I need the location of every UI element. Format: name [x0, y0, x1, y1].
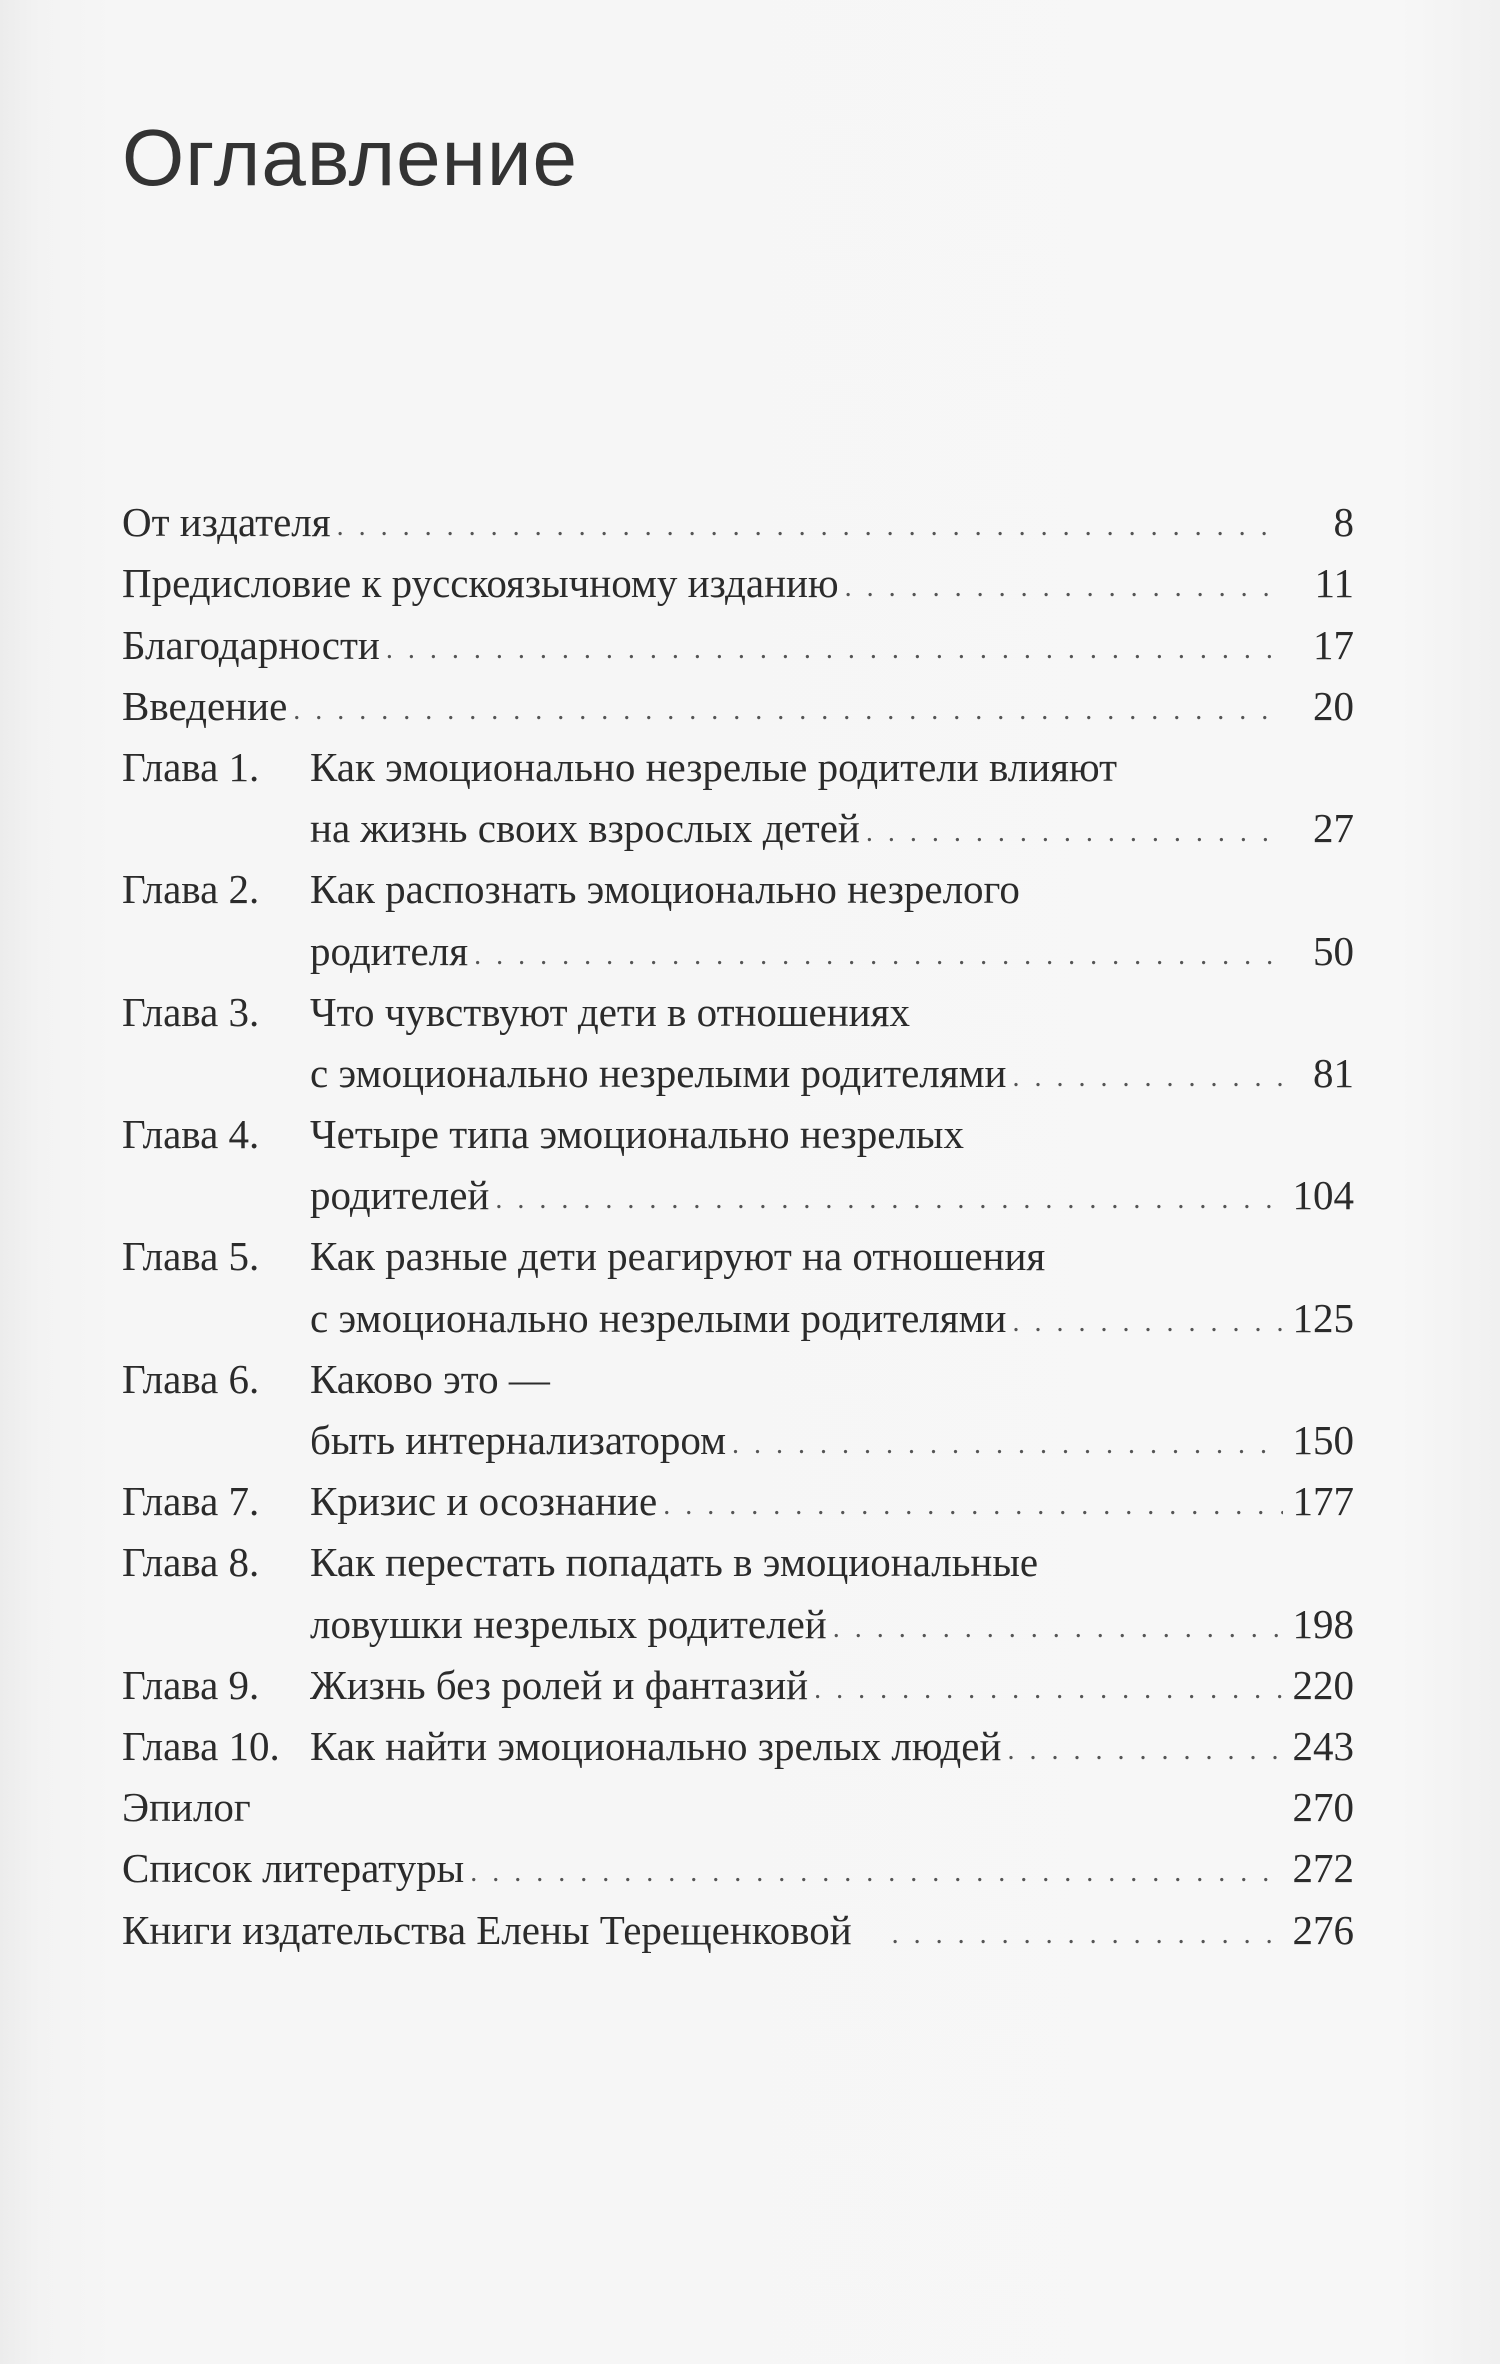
toc-chapter-entry	[122, 1349, 1354, 1410]
dot-leader	[663, 1480, 1282, 1532]
dot-leader	[470, 1847, 1282, 1899]
toc-page-number: 177	[1292, 1478, 1354, 1525]
chapter-label: Глава 3.	[122, 988, 260, 1035]
toc-chapter-entry	[122, 737, 1354, 798]
dot-leader	[892, 1909, 1283, 1961]
dot-leader	[866, 807, 1284, 859]
chapter-title-line: с эмоционально незрелыми родителями	[310, 1294, 1007, 1341]
toc-page-number: 104	[1292, 1172, 1354, 1219]
toc-page-number: 150	[1292, 1417, 1354, 1463]
dot-leader	[293, 685, 1284, 737]
chapter-label: Глава 4.	[122, 1111, 260, 1158]
toc-page-number: 270	[1292, 1784, 1354, 1831]
chapter-title-line: Жизнь без ролей и фантазий	[310, 1661, 809, 1708]
toc-page-number: 20	[1313, 682, 1354, 729]
toc-entry-title: Книги издательства Елены Терещенковой	[122, 1906, 852, 1953]
chapter-title-line: родителей	[310, 1172, 490, 1219]
table-of-contents	[122, 492, 1354, 1961]
toc-page-number: 17	[1313, 621, 1354, 668]
toc-entry	[122, 492, 1354, 553]
dot-leader	[732, 1419, 1282, 1471]
toc-entry	[122, 614, 1354, 675]
dot-leader	[1012, 1052, 1284, 1104]
toc-page-number: 81	[1313, 1049, 1354, 1096]
toc-chapter-entry	[122, 859, 1354, 920]
toc-entry-title: Список литературы	[122, 1845, 465, 1892]
toc-page-number: 11	[1314, 560, 1354, 607]
chapter-title-line: Как найти эмоционально зрелых людей	[310, 1722, 1002, 1769]
toc-page-number: 272	[1292, 1845, 1354, 1892]
chapter-title-line: Четыре типа эмоционально незрелых	[310, 1111, 964, 1158]
toc-chapter-entry-continuation	[122, 1410, 1354, 1471]
toc-page-number: 50	[1313, 927, 1354, 974]
dot-leader	[337, 501, 1284, 553]
toc-entry-title: От издателя	[122, 499, 331, 546]
dot-leader	[386, 624, 1284, 676]
chapter-title-line: Как распознать эмоционально незрелого	[310, 866, 1020, 913]
toc-page-number: 220	[1292, 1661, 1354, 1708]
toc-chapter-entry-continuation	[122, 1593, 1354, 1654]
dot-leader	[474, 930, 1284, 982]
toc-chapter-entry-continuation	[122, 1287, 1354, 1348]
toc-page-number: 198	[1292, 1600, 1354, 1647]
toc-entry	[122, 553, 1354, 614]
toc-page-number: 8	[1333, 499, 1354, 546]
toc-page-number: 27	[1313, 805, 1354, 852]
dot-leader	[833, 1603, 1283, 1655]
chapter-title-line: Кризис и осознание	[310, 1478, 658, 1525]
chapter-title-line: Как эмоционально незрелые родители влияют	[310, 743, 1118, 790]
toc-chapter-entry	[122, 1655, 1354, 1716]
toc-entry	[122, 1899, 1354, 1960]
toc-chapter-entry	[122, 1104, 1354, 1165]
chapter-label: Глава 9.	[122, 1661, 260, 1708]
chapter-title-line: с эмоционально незрелыми родителями	[310, 1049, 1007, 1096]
toc-page-number: 125	[1292, 1294, 1354, 1341]
toc-chapter-entry	[122, 982, 1354, 1043]
chapter-label: Глава 10.	[122, 1722, 280, 1769]
chapter-title-line: родителя	[310, 927, 469, 974]
chapter-title-line: Как перестать попадать в эмоциональные	[310, 1539, 1039, 1586]
dot-leader	[814, 1664, 1282, 1716]
chapter-title-line: Что чувствуют дети в отношениях	[310, 988, 910, 1035]
page-title: Оглавление	[122, 113, 579, 202]
dot-leader	[495, 1174, 1282, 1226]
dot-leader	[845, 562, 1284, 614]
toc-entry-title: Предисловие к русскоязычному изданию	[122, 560, 839, 607]
toc-entry-title: Благодарности	[122, 621, 380, 668]
dot-leader	[1012, 1297, 1282, 1349]
toc-chapter-entry	[122, 1532, 1354, 1593]
chapter-title-line: Каково это —	[310, 1355, 550, 1402]
toc-chapter-entry-continuation	[122, 1165, 1354, 1226]
toc-page-number: 243	[1292, 1722, 1354, 1769]
chapter-label: Глава 1.	[122, 743, 260, 790]
toc-entry	[122, 1838, 1354, 1899]
toc-entry	[122, 676, 1354, 737]
chapter-title-line: ловушки незрелых родителей	[310, 1600, 827, 1647]
toc-entry	[122, 1777, 1354, 1838]
toc-entry-title: Введение	[122, 682, 288, 729]
toc-chapter-entry	[122, 1471, 1354, 1532]
toc-entry-title: Эпилог	[122, 1784, 251, 1831]
chapter-title-line: Как разные дети реагируют на отношения	[310, 1233, 1046, 1280]
chapter-title-line: быть интернализатором	[310, 1417, 727, 1463]
chapter-label: Глава 2.	[122, 866, 260, 913]
chapter-label: Глава 6.	[122, 1355, 260, 1402]
chapter-label: Глава 7.	[122, 1478, 260, 1525]
toc-chapter-entry-continuation	[122, 1043, 1354, 1104]
toc-chapter-entry-continuation	[122, 920, 1354, 981]
chapter-label: Глава 5.	[122, 1233, 260, 1280]
dot-leader	[1007, 1725, 1282, 1777]
toc-chapter-entry	[122, 1716, 1354, 1777]
toc-page-number: 276	[1292, 1906, 1354, 1953]
chapter-title-line: на жизнь своих взрослых детей	[310, 805, 860, 852]
chapter-label: Глава 8.	[122, 1539, 260, 1586]
toc-chapter-entry	[122, 1226, 1354, 1287]
toc-chapter-entry-continuation	[122, 798, 1354, 859]
